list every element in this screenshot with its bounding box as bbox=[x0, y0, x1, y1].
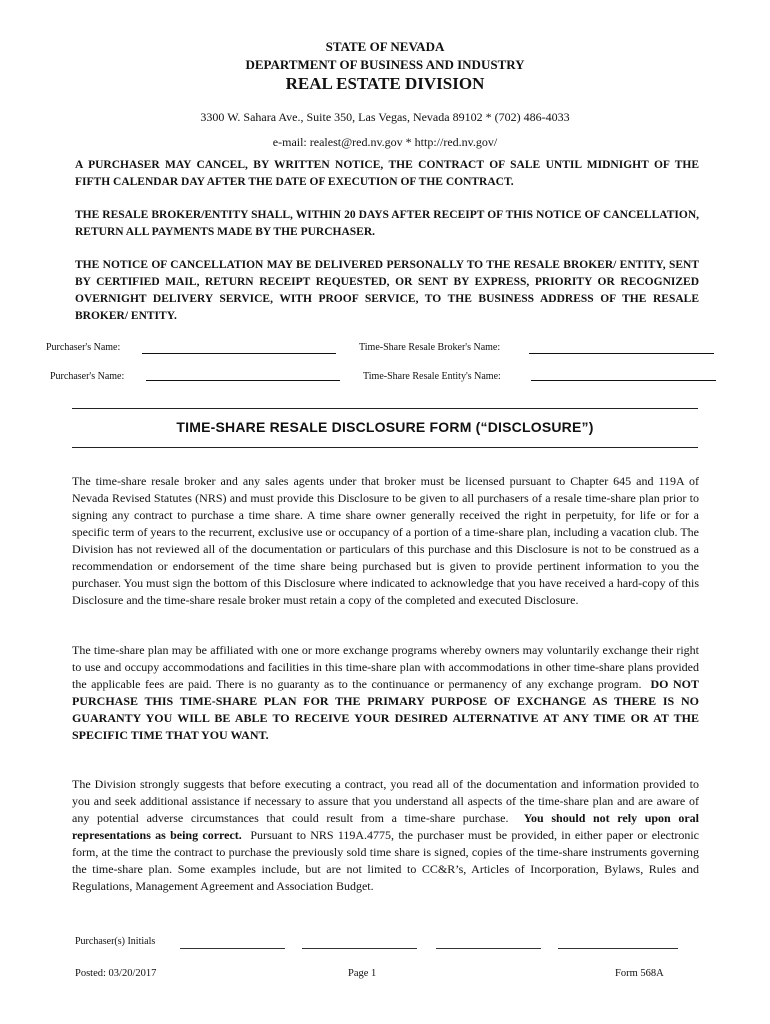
header-state: STATE OF NEVADA bbox=[325, 39, 445, 54]
notice-refund: THE RESALE BROKER/ENTITY SHALL, WITHIN 20 DAYS AFTER RECEIPT OF THIS NOTICE OF CANCELLATION, RETURN ALL PAYMENTS MADE BY THE PURCHASER. bbox=[75, 209, 699, 238]
initials-label: Purchaser(s) Initials bbox=[75, 936, 156, 947]
purchaser-name-field-2[interactable] bbox=[146, 380, 340, 381]
instruments-text: Pursuant to NRS 119A.4775, the purchaser must be provided, in either paper or electronic form, at the time the contract to purchase the previously sold time share is signed, copies of the time-share instruments governing the time-share plan. Some examples include, but are not limited to CC&R’s, Articles of Incorporation, Bylaws, Rules and Regulations, Management Agreement and Association Budget. bbox=[72, 828, 699, 893]
footer-page-number: Page 1 bbox=[348, 968, 377, 979]
disclosure-paragraph-3 bbox=[72, 776, 699, 895]
header-address: 3300 W. Sahara Ave., Suite 350, Las Vegas, Nevada 89102 * (702) 486-4033 bbox=[200, 110, 570, 124]
division-advice-text: The Division strongly suggests that before executing a contract, you read all of the documentation and information provided to you and seek additional assistance if necessary to assure that you understand all aspects of the time-share plan and are aware of any potential adverse circumstances that could result from a time-share purchase. bbox=[72, 777, 699, 825]
broker-name-field[interactable] bbox=[529, 353, 714, 354]
footer-form-number: Form 568A bbox=[615, 968, 664, 979]
exchange-warning: DO NOT PURCHASE THIS TIME-SHARE PLAN FOR THE PRIMARY PURPOSE OF EXCHANGE AS THERE IS NO GUARANTY YOU WILL BE ABLE TO RECEIVE YOUR DESIRED ALTERNATIVE AT ANY TIME OR AT THE SPECIFIC TIME THAT YOU WANT. bbox=[72, 677, 700, 742]
footer-posted-date: Posted: 03/20/2017 bbox=[75, 968, 157, 979]
notice-delivery: THE NOTICE OF CANCELLATION MAY BE DELIVERED PERSONALLY TO THE RESALE BROKER/ ENTITY, SENT BY CERTIFIED MAIL, RETURN RECEIPT REQUESTED, OR SENT BY EXPRESS, PRIORITY OR RECOGNIZED OVERNIGHT DELIVERY SERVICE, WITH PROOF SERVICE, TO THE BUSINESS ADDRESS OF THE RESALE BROKER/ ENTITY. bbox=[75, 259, 699, 322]
disclosure-paragraph-2 bbox=[72, 642, 699, 744]
form-title: TIME-SHARE RESALE DISCLOSURE FORM (“DISCLOSURE”) bbox=[176, 419, 594, 435]
oral-representation-warning: You should not rely upon oral representations as being correct. bbox=[72, 811, 700, 842]
initials-field-4[interactable] bbox=[558, 948, 678, 949]
initials-field-1[interactable] bbox=[180, 948, 285, 949]
title-rule-top bbox=[72, 408, 698, 409]
purchaser-name-label-1: Purchaser's Name: bbox=[46, 342, 121, 353]
notice-cancel-right: A PURCHASER MAY CANCEL, BY WRITTEN NOTICE, THE CONTRACT OF SALE UNTIL MIDNIGHT OF THE FIFTH CALENDAR DAY AFTER THE DATE OF EXECUTION OF THE CONTRACT. bbox=[75, 159, 699, 188]
header-division: REAL ESTATE DIVISION bbox=[285, 74, 485, 93]
entity-name-label: Time-Share Resale Entity's Name: bbox=[363, 371, 501, 382]
exchange-text: The time-share plan may be affiliated with one or more exchange programs whereby owners may voluntarily exchange their right to use and occupy accommodations and facilities in this time-share plan with accommodations in other time-share plans provided the applicable fees are paid. There is no guaranty as to the continuance or permanency of any exchange program. bbox=[72, 643, 699, 691]
header-contact: e-mail: realest@red.nv.gov * http://red.nv.gov/ bbox=[272, 135, 498, 149]
initials-field-2[interactable] bbox=[302, 948, 417, 949]
header-department: DEPARTMENT OF BUSINESS AND INDUSTRY bbox=[245, 57, 525, 72]
entity-name-field[interactable] bbox=[531, 380, 716, 381]
title-rule-bottom bbox=[72, 447, 698, 448]
initials-field-3[interactable] bbox=[436, 948, 541, 949]
disclosure-paragraph-1: The time-share resale broker and any sales agents under that broker must be licensed pursuant to Chapter 645 and 119A of Nevada Revised Statutes (NRS) and must provide this Disclosure to be given to all purchasers of a resale time-share plan prior to signing any contract to purchase a time share. A time share owner generally received the right in perpetuity, for life or for a specific term of years to the recurrent, exclusive use or occupancy of a portion of a time-share plan, including a vacation club. The Division has not reviewed all of the documentation or particulars of this purchase and this Disclosure is not to be construed as a recommendation or endorsement of the time share being purchased but is given to provide pertinent information to you the purchaser. You must sign the bottom of this Disclosure where indicated to acknowledge that you have received a hard-copy of this Disclosure and the time-share resale broker must retain a copy of the completed and executed Disclosure. bbox=[72, 474, 699, 607]
purchaser-name-field-1[interactable] bbox=[142, 353, 336, 354]
broker-name-label: Time-Share Resale Broker's Name: bbox=[359, 342, 501, 353]
purchaser-name-label-2: Purchaser's Name: bbox=[50, 371, 125, 382]
